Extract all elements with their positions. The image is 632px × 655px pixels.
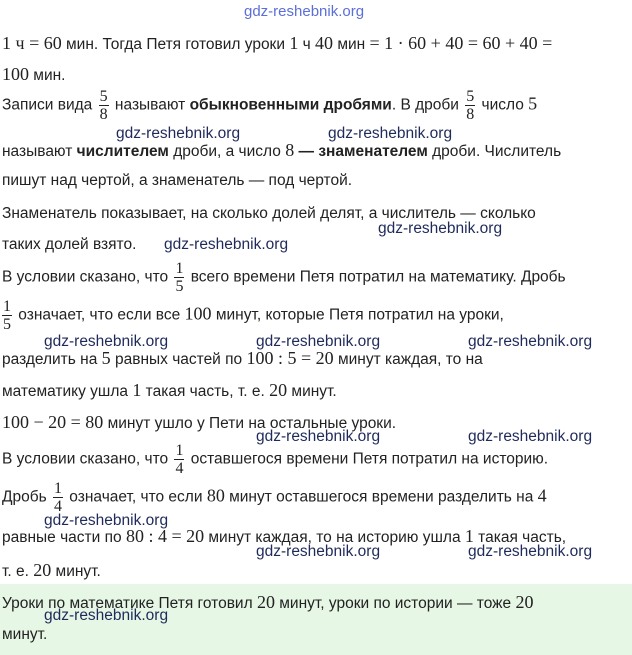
watermark: gdz-reshebnik.org <box>256 428 381 445</box>
p1-line2: 100 мин. <box>2 64 66 84</box>
watermark: gdz-reshebnik.org <box>44 333 169 350</box>
p6-line1: В условии сказано, что $\frac{1}{4}$ оставшегося времени Петя потратил на историю. <box>2 442 549 477</box>
fraction-1-4-b: $\frac{1}{4}$ <box>54 480 62 515</box>
watermark: gdz-reshebnik.org <box>468 428 593 445</box>
watermark: gdz-reshebnik.org <box>256 543 381 560</box>
watermark: gdz-reshebnik.org <box>44 607 169 624</box>
watermark: gdz-reshebnik.org <box>44 512 169 529</box>
p4-line4: математику ушла 1 такая часть, т. е. 20 минут. <box>2 380 337 400</box>
p5-line1: 100 − 20 = 80 минут ушло у Пети на остальные уроки. <box>2 412 397 432</box>
p6-line2: Дробь $\frac{1}{4}$ означает, что если 80 минут оставшегося времени разделить на 4 <box>2 480 547 515</box>
p3-line2: таких долей взято. <box>2 236 137 253</box>
p2-line3: пишут над чертой, а знаменатель — под чертой. <box>2 172 353 189</box>
watermark: gdz-reshebnik.org <box>164 236 289 253</box>
answer-line2: минут. <box>2 626 48 643</box>
p4-line1: В условии сказано, что $\frac{1}{5}$ всего времени Петя потратил на математику. Дробь <box>2 260 566 295</box>
watermark-top: gdz-reshebnik.org <box>244 3 365 20</box>
fraction-5-8-b: $\frac{5}{8}$ <box>466 88 475 123</box>
fraction-1-4: $\frac{1}{4}$ <box>175 442 184 477</box>
watermark: gdz-reshebnik.org <box>256 333 381 350</box>
p4-line3: разделить на 5 равных частей по 100 : 5 = 20 минут каждая, то на <box>2 348 483 368</box>
watermark: gdz-reshebnik.org <box>378 220 503 237</box>
watermark: gdz-reshebnik.org <box>116 125 241 142</box>
p2-line2: называют числителем дроби, а число 8 — знаменателем дроби. Числитель <box>2 140 562 160</box>
answer-line1: Уроки по математике Петя готовил 20 минут, уроки по истории — тоже 20 <box>2 592 534 612</box>
fraction-5-8: $\frac{5}{8}$ <box>99 88 108 123</box>
p4-line2: $\frac{1}{5}$ означает, что если все 100 минут, которые Петя потратил на уроки, <box>3 298 504 333</box>
fraction-1-5: $\frac{1}{5}$ <box>175 260 184 295</box>
p6-line4: т. е. 20 минут. <box>2 560 101 580</box>
p6-line3: равные части по 80 : 4 = 20 минут каждая, то на историю ушла 1 такая часть, <box>2 526 567 546</box>
p2-line1: Записи вида $\frac{5}{8}$ называют обыкновенными дробями. В дроби $\frac{5}{8}$ число 5 <box>2 88 538 123</box>
p1-line1: 1 ч = 60 мин. Тогда Петя готовил уроки 1 ч 40 мин = 1 · 60 + 40 = 60 + 40 = <box>2 33 553 53</box>
p3-line1: Знаменатель показывает, на сколько долей делят, а числитель — сколько <box>2 205 536 222</box>
fraction-1-5-b: $\frac{1}{5}$ <box>3 298 11 333</box>
watermark: gdz-reshebnik.org <box>468 333 593 350</box>
watermark: gdz-reshebnik.org <box>468 543 593 560</box>
watermark: gdz-reshebnik.org <box>328 125 453 142</box>
